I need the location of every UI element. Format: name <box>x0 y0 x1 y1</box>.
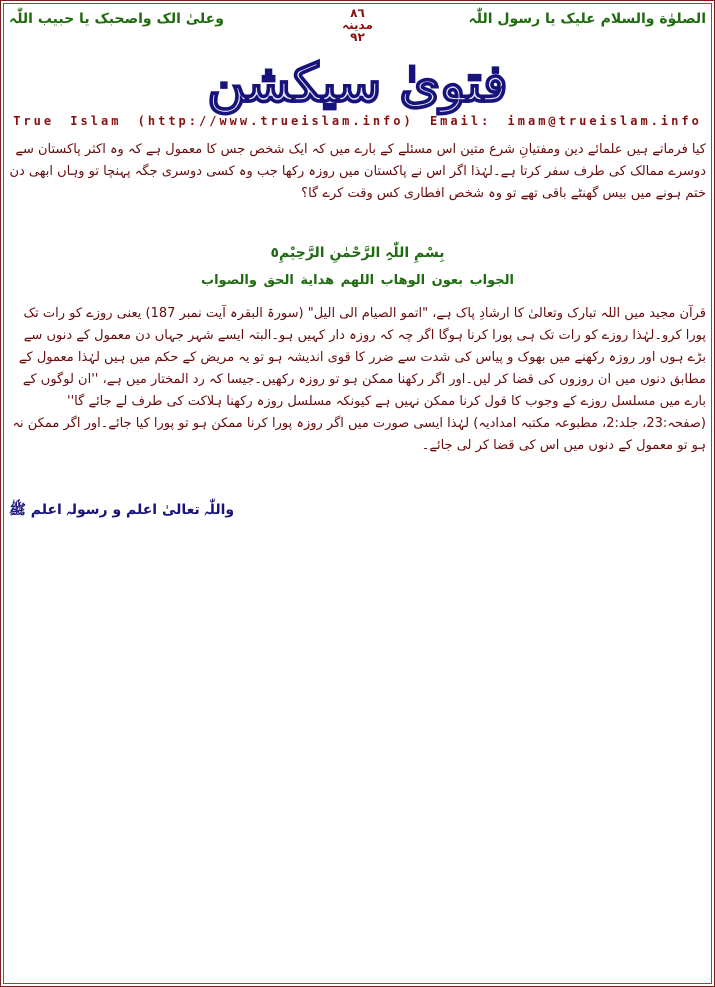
site-contact-line: True Islam (http://www.trueislam.info) Email: imam@trueislam.info <box>13 114 702 128</box>
question-text: کیا فرماتے ہیں علمائے دین ومفتیانِ شرع متین اس مسئلے کے بارے میں کہ ایک شخص جس کا معمول ہے کہ وہ اکثر پاکستان سے دوسرے ممالک کی طرف سفر کرتا ہے۔لہٰذا اگر اس نے پاکستان میں روزہ رکھا جب وہ کسی دوسری جگہ پہنچا تو وہاں ابھی دن ختم ہونے میں بیس گھنٹے باقی تھے تو وہ شخص افطاری کس وقت کرے گا؟ <box>9 142 706 201</box>
answer-heading: الجواب بعون الوهاب اللهم هداية الحق والصواب <box>201 273 514 288</box>
page-number-mid: مدینہ <box>342 18 373 32</box>
answer-text: قرآن مجید میں اللہ تبارک وتعالیٰ کا ارشادِ پاک ہے، "اتمو الصیام الی الیل" (سورۃ البقرہ آیت نمبر 187) یعنی روزے کو رات تک پورا کرو۔لہٰذا روزے کو رات تک ہی پورا کرنا ہوگا اگر چہ کہ روزہ دار کہیں ہو۔البتہ ایسے شہر جہاں دن معمول کے دنوں سے بڑے ہوں اور روزہ رکھنے میں بھوک و پیاس کی شدت سے ضرر کا قوی اندیشہ ہو تو یہ مریض کے حکم میں ہیں لہٰذا معمول کے مطابق دنوں میں ان روزوں کی قضا کر لیں۔اور اگر رکھنا ممکن ہو تو روزہ رکھیں۔جیسا کہ رد المختار میں ہے، ''ان لوگوں کے بارے میں مسلسل روزے کے وجوب کا قول کرنا ممکن نہیں ہے کیونکہ مسلسل روزہ رکھنا ہلاکت کی طرف لے جائے گا'' (صفحہ:23، جلد:2، مطبوعہ مکتبہ امدادیہ) لہٰذا ایسی صورت میں اگر روزہ پورا کرنا ممکن ہو تو پورا کیا جائے۔اور اگر ممکن نہ ہو تو معمول کے دنوں میں اس کی قضا کر لی جائے۔ <box>12 306 706 453</box>
page-number-top: ٨٦ <box>350 6 365 20</box>
salutation-left: وعلیٰ الک واصحبک یا حبیب اللّٰہ <box>9 11 224 27</box>
bismillah: بِسْمِ اللّٰہِ الرَّحْمٰنِ الرَّحِیْمِ٥ <box>270 245 445 261</box>
page-number <box>342 7 373 43</box>
page-number-bottom: ٩٢ <box>350 30 365 44</box>
header-row <box>9 7 706 47</box>
closing-line: واللّٰہ تعالیٰ اعلم و رسولہ اعلم ﷺ <box>9 502 235 518</box>
salutation-right: الصلوٰة والسلام علیک یا رسول اللّٰہ <box>468 11 706 27</box>
page-title: فتویٰ سیکشن <box>207 53 508 114</box>
